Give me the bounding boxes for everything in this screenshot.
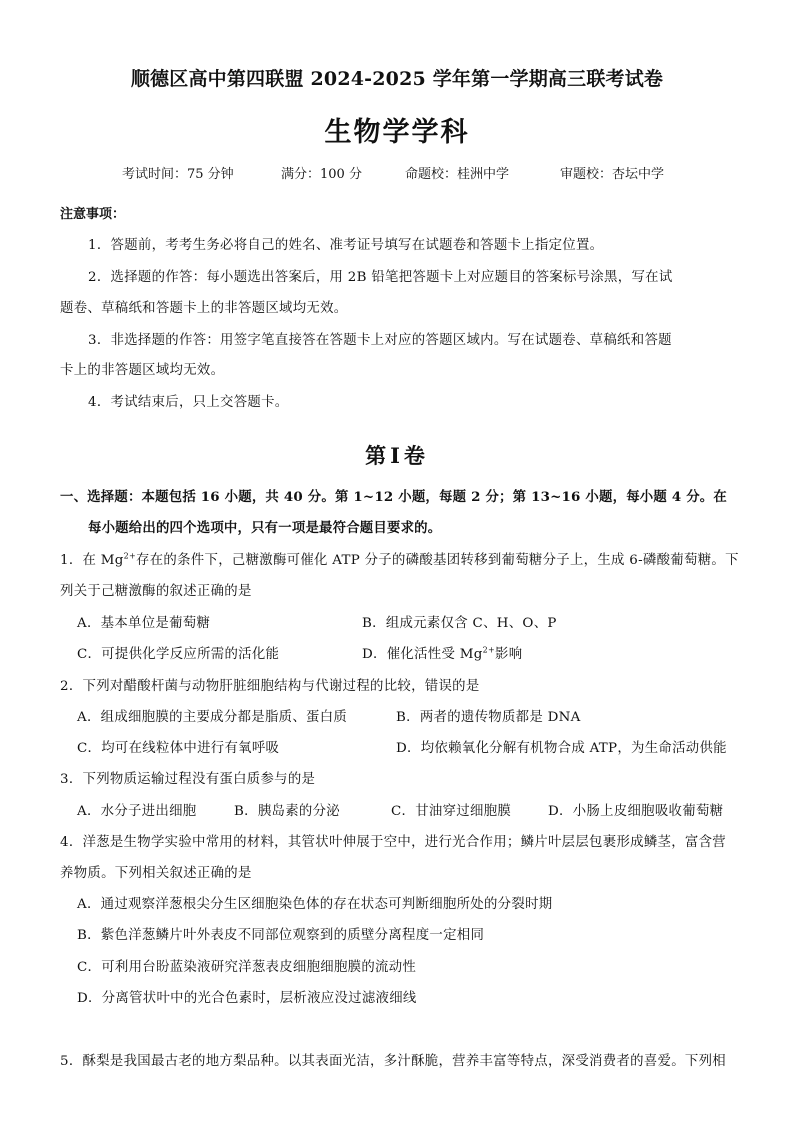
section-instructions-line-1: 一、选择题：本题包括 16 小题，共 40 分。第 1~12 小题，每题 2 分；第 13~16 小题，每小题 4 分。在 (60, 489, 727, 505)
q3-option-c: C．甘油穿过细胞膜 (391, 804, 512, 819)
q4-option-c: C．可利用台盼蓝染液研究洋葱表皮细胞细胞膜的流动性 (77, 960, 417, 975)
q1-option-d (362, 643, 522, 662)
note-4: 4．考试结束后，只上交答题卡。 (88, 395, 289, 410)
q4-option-d: D．分离管状叶中的光合色素时，层析液应没过滤液细线 (77, 991, 417, 1006)
q1-option-d-pre: D．催化活性受 Mg (362, 647, 483, 662)
setter-school: 命题校：桂洲中学 (405, 167, 510, 182)
q1-stem-post: 存在的条件下，己糖激酶可催化 ATP 分子的磷酸基团转移到葡萄糖分子上，生成 6-磷酸葡萄糖。下 (136, 553, 739, 568)
q4-option-a: A．通过观察洋葱根尖分生区细胞染色体的存在状态可判断细胞所处的分裂时期 (77, 897, 553, 912)
note-3-line-2: 卡上的非答题区域均无效。 (60, 363, 225, 378)
note-1: 1．答题前，考考生务必将自己的姓名、准考证号填写在试题卷和答题卡上指定位置。 (88, 238, 604, 253)
q4-stem-line-2: 养物质。下列相关叙述正确的是 (60, 866, 252, 881)
full-score: 满分：100 分 (281, 167, 362, 182)
q5-stem-line-1: 5．酥梨是我国最古老的地方梨品种。以其表面光洁，多汁酥脆，营养丰富等特点，深受消费者的喜爱。下列相 (60, 1054, 726, 1069)
q4-option-b: B．紫色洋葱鳞片叶外表皮不同部位观察到的质壁分离程度一定相同 (77, 928, 485, 943)
notes-heading: 注意事项： (60, 207, 126, 222)
q3-option-b: B．胰岛素的分泌 (234, 804, 340, 819)
q2-option-d: D．均依赖氧化分解有机物合成 ATP，为生命活动供能 (396, 741, 727, 756)
q4-stem-line-1: 4．洋葱是生物学实验中常用的材料，其管状叶伸展于空中，进行光合作用；鳞片叶层层包裹形成鳞茎，富含营 (60, 835, 726, 850)
q1-option-d-superscript: 2+ (482, 645, 496, 655)
section-title: 第Ⅰ卷 (365, 443, 429, 468)
exam-title: 顺德区高中第四联盟 2024-2025 学年第一学期高三联考试卷 (130, 68, 664, 90)
q2-option-a: A．组成细胞膜的主要成分都是脂质、蛋白质 (77, 710, 348, 725)
q1-option-a: A．基本单位是葡萄糖 (77, 616, 211, 631)
q3-stem: 3．下列物质运输过程没有蛋白质参与的是 (60, 772, 316, 787)
q1-stem-line-2: 列关于己糖激酶的叙述正确的是 (60, 584, 252, 599)
note-2-line-1: 2．选择题的作答：每小题选出答案后，用 2B 铅笔把答题卡上对应题目的答案标号涂黑，写在试 (88, 270, 673, 285)
exam-time: 考试时间：75 分钟 (122, 167, 234, 182)
q1-stem-pre: 1．在 Mg (60, 553, 124, 568)
q3-option-a: A．水分子进出细胞 (77, 804, 197, 819)
q1-stem-line-1 (60, 549, 739, 568)
note-3-line-1: 3．非选择题的作答：用签字笔直接答在答题卡上对应的答题区域内。写在试题卷、草稿纸和答题 (88, 333, 672, 348)
q2-option-b: B．两者的遗传物质都是 DNA (396, 710, 581, 725)
q1-option-b: B．组成元素仅含 C、H、O、P (362, 616, 557, 631)
q1-option-c: C．可提供化学反应所需的活化能 (77, 647, 280, 662)
q2-stem: 2．下列对醋酸杆菌与动物肝脏细胞结构与代谢过程的比较，错误的是 (60, 679, 480, 694)
reviewer-school: 审题校：杏坛中学 (560, 167, 665, 182)
note-2-line-2: 题卷、草稿纸和答题卡上的非答题区域均无效。 (60, 301, 348, 316)
q3-option-d: D．小肠上皮细胞吸收葡萄糖 (548, 804, 724, 819)
section-instructions-line-2: 每小题给出的四个选项中，只有一项是最符合题目要求的。 (88, 520, 442, 536)
q2-option-c: C．均可在线粒体中进行有氧呼吸 (77, 741, 280, 756)
subject-title: 生物学学科 (324, 117, 470, 148)
q1-superscript: 2+ (123, 551, 137, 561)
q1-option-d-post: 影响 (495, 647, 523, 662)
